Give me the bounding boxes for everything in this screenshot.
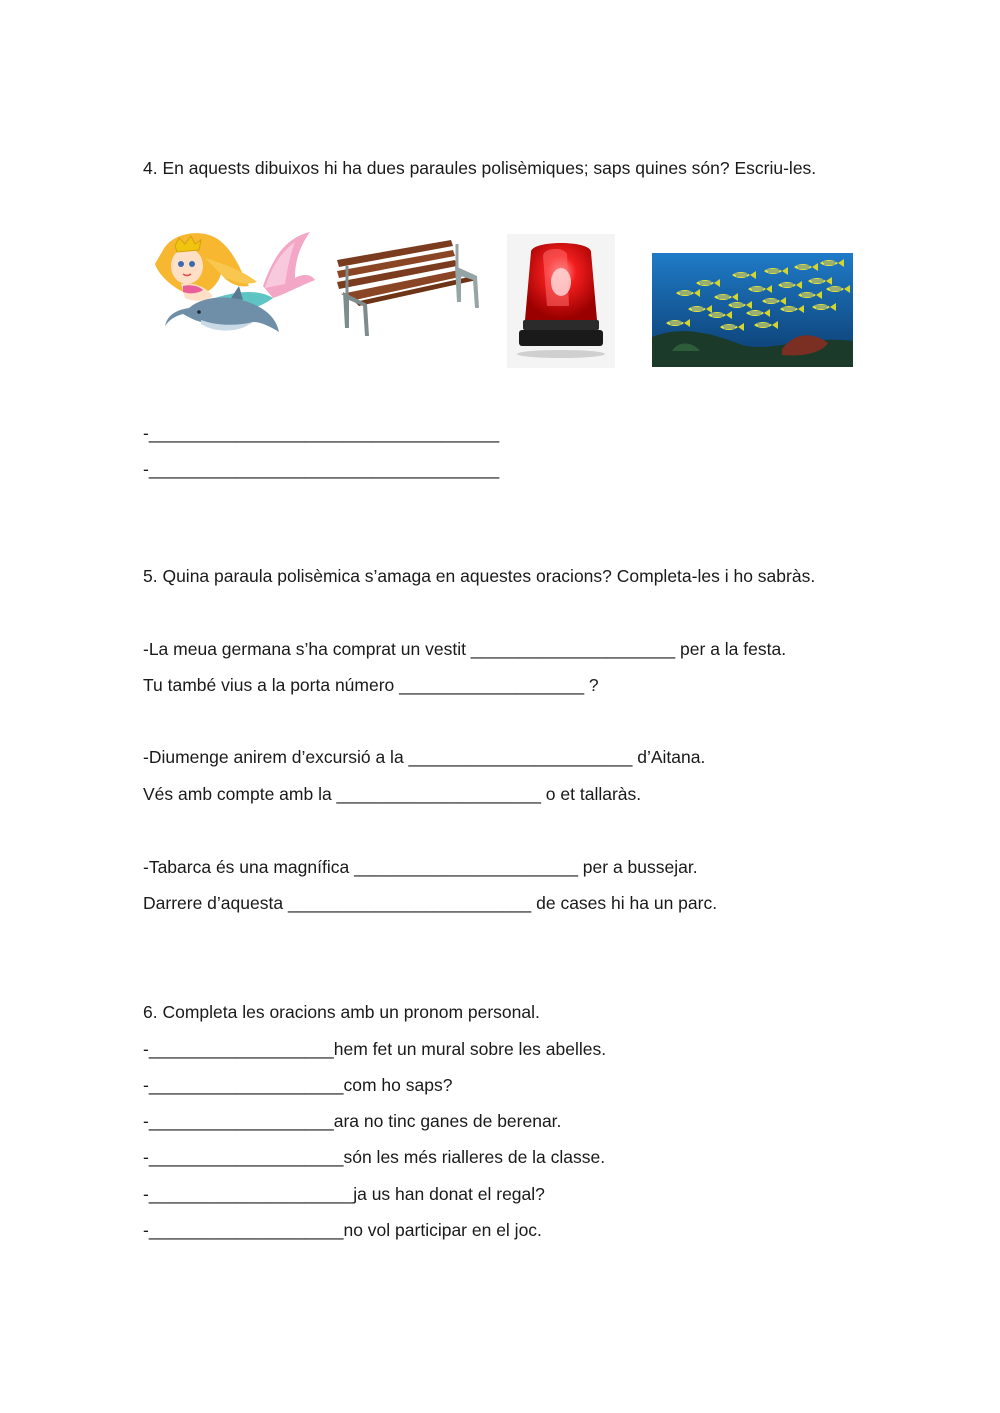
section-6-title: 6. Completa les oracions amb un pronom personal. — [143, 1002, 540, 1022]
sentence-6-2[interactable]: -____________________com ho saps? — [143, 1075, 453, 1095]
sentence-6-3[interactable]: -___________________ara no tinc ganes de berenar. — [143, 1111, 562, 1131]
answer-line-1[interactable]: -____________________________________ — [143, 423, 500, 443]
sentence-5-5[interactable]: -Tabarca és una magnífica _______________________ per a bussejar. — [143, 857, 698, 877]
bench-image — [333, 236, 481, 340]
sentence-5-1[interactable]: -La meua germana s’ha comprat un vestit _____________________ per a la festa. — [143, 639, 787, 659]
sentence-5-3[interactable]: -Diumenge anirem d’excursió a la _______________________ d’Aitana. — [143, 747, 706, 767]
sentence-6-1[interactable]: -___________________hem fet un mural sobre les abelles. — [143, 1039, 607, 1059]
sentence-6-4[interactable]: -____________________són les més rialleres de la classe. — [143, 1147, 606, 1167]
sentence-5-2[interactable]: Tu també vius a la porta número ___________________ ? — [143, 675, 599, 695]
answer-line-2[interactable]: -____________________________________ — [143, 459, 500, 479]
mermaid-dolphin-image — [145, 228, 315, 340]
section-4-title: 4. En aquests dibuixos hi ha dues paraules polisèmiques; saps quines són? Escriu-les. — [143, 158, 817, 178]
sentence-5-4[interactable]: Vés amb compte amb la _____________________ o et tallaràs. — [143, 784, 642, 804]
section-5-title: 5. Quina paraula polisèmica s’amaga en aquestes oracions? Completa-les i ho sabràs. — [143, 566, 816, 586]
sentence-6-6[interactable]: -____________________no vol participar en el joc. — [143, 1220, 542, 1240]
sentence-6-5[interactable]: -_____________________ja us han donat el regal? — [143, 1184, 545, 1204]
sentence-5-6[interactable]: Darrere d’aquesta _________________________ de cases hi ha un parc. — [143, 893, 718, 913]
school-of-fish-image — [652, 253, 853, 367]
siren-light-image — [507, 234, 615, 368]
